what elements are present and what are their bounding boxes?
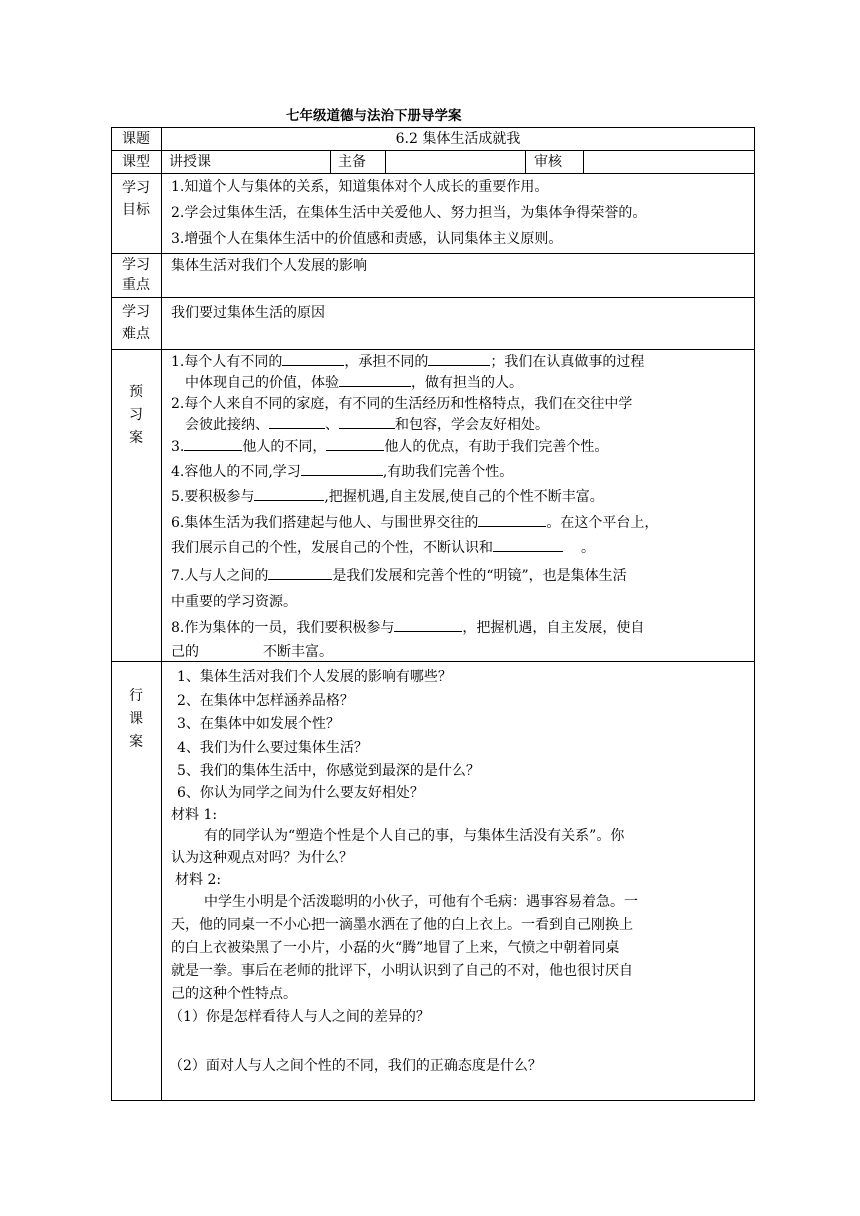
difficulty-label-line-1: 学习: [122, 304, 150, 320]
material-2-line-4: 就是一拳。事后在老师的批评下，小明认识到了自己的不对，他也很讨厌自: [171, 963, 633, 979]
fill-in-blank: [268, 566, 332, 580]
difficulty-text: 我们要过集体生活的原因: [171, 305, 325, 321]
goals-label-line-2: 目标: [122, 202, 150, 218]
text-run: 3.: [171, 439, 185, 455]
text-run: ,有助我们完善个性。: [382, 464, 514, 480]
text-run: 中体现自己的价值，体验: [185, 375, 339, 391]
lesson-question-2: 2、在集体中怎样涵养品格？: [177, 693, 354, 709]
preview-line-11: 中重要的学习资源。: [171, 594, 297, 610]
preview-label-char-2: 习: [129, 407, 143, 423]
material-2-title: 材料 2:: [175, 872, 222, 888]
preview-label-char-3: 案: [129, 430, 143, 446]
type-value: 讲授课: [169, 154, 211, 170]
text-run: ；我们在认真做事的过程: [490, 354, 645, 370]
preview-label: [126, 381, 146, 450]
fill-in-blank: [254, 487, 324, 501]
material-2-line-2: 天，他的同桌一不小心把一滴墨水洒在了他的白上衣上。一看到自己刚换上: [171, 917, 633, 933]
text-run: 7.人与人之间的: [171, 568, 269, 584]
preview-line-1: [171, 352, 644, 372]
fill-in-blank: [326, 437, 384, 451]
preview-label-char-1: 预: [129, 384, 143, 400]
preview-line-2: [185, 373, 523, 393]
fill-in-blank: [394, 618, 462, 632]
text-run: 、: [325, 417, 339, 433]
difficulty-label-line-2: 难点: [122, 326, 150, 342]
key-point-label: [111, 255, 161, 295]
goals-label: [111, 177, 161, 221]
material-2-line-1: 中学生小明是个活泼聪明的小伙子，可他有个毛病：遇事容易着急。一: [204, 894, 638, 910]
goal-item-2: 2.学会过集体生活，在集体生活中关爱他人、努力担当，为集体争得荣誉的。: [171, 205, 647, 221]
fill-in-blank: [184, 437, 242, 451]
preview-line-3: 2.每个人来自不同的家庭，有不同的生活经历和性格特点，我们在交往中学: [171, 396, 633, 412]
preview-line-9: [171, 538, 595, 558]
text-run: 8.作为集体的一员，我们要积极参与: [171, 620, 395, 636]
text-run: 他人的优点，有助于我们完善个性。: [384, 439, 609, 455]
material-1-title: 材料 1:: [171, 807, 218, 823]
fill-in-blank: [301, 462, 383, 476]
lesson-label-char-1: 行: [129, 688, 143, 704]
lead-teacher-label: 主备: [338, 154, 366, 170]
discussion-question-1: （1）你是怎样看待人与人之间的差异的？: [169, 1009, 430, 1025]
lesson-question-3: 3、在集体中如发展个性？: [177, 716, 340, 732]
preview-line-5: [171, 437, 608, 457]
type-label: 课型: [122, 154, 150, 170]
text-run: 和包容，学会友好相处。: [395, 417, 549, 433]
material-2-line-5: 己的这种个性特点。: [171, 986, 297, 1002]
preview-line-6: [171, 462, 513, 482]
preview-line-10: [171, 566, 627, 586]
preview-line-8: [171, 513, 658, 533]
goal-item-3: 3.增强个人在集体生活中的价值感和责感，认同集体主义原则。: [171, 231, 563, 247]
discussion-question-2: （2）面对人与人之间个性的不同，我们的正确态度是什么？: [169, 1058, 542, 1074]
text-run: 我们展示自己的个性，发展自己的个性，不断认识和: [171, 540, 493, 556]
fill-in-blank: [339, 415, 395, 429]
material-1-line-2: 认为这种观点对吗？为什么？: [171, 850, 353, 866]
goals-label-line-1: 学习: [122, 180, 150, 196]
lesson-label-char-3: 案: [129, 734, 143, 750]
study-guide-table: [111, 127, 755, 1101]
fill-in-blank: [339, 373, 411, 387]
preview-line-12: [171, 618, 644, 638]
text-run: 。: [581, 540, 595, 556]
difficulty-label: [111, 301, 161, 345]
preview-line-13: [171, 642, 333, 662]
topic-value: 6.2 集体生活成就我: [395, 131, 521, 147]
text-run: 他人的不同，: [242, 439, 327, 455]
key-point-text: 集体生活对我们个人发展的影响: [171, 258, 367, 274]
key-point-label-line-2: 重点: [122, 277, 150, 293]
fill-in-blank: [478, 513, 546, 527]
lesson-question-1: 1、集体生活对我们个人发展的影响有哪些？: [177, 669, 452, 685]
fill-in-blank: [493, 538, 563, 552]
text-run: ，承担不同的: [344, 354, 429, 370]
material-2-line-3: 的白上衣被染黑了一小片，小磊的火“腾”地冒了上来，气愤之中朝着同桌: [171, 940, 620, 956]
text-run: 己的: [171, 644, 199, 660]
fill-in-blank: [282, 352, 344, 366]
material-1-line-1: 有的同学认为“塑造个性是个人自己的事，与集体生活没有关系”。你: [204, 828, 625, 844]
text-run: 5.要积极参与: [171, 489, 255, 505]
lesson-question-5: 5、我们的集体生活中，你感觉到最深的是什么？: [177, 763, 480, 779]
goal-item-1: 1.知道个人与集体的关系，知道集体对个人成长的重要作用。: [171, 179, 549, 195]
text-run: 是我们发展和完善个性的“明镜”，也是集体生活: [332, 568, 627, 584]
text-run: 1.每个人有不同的: [171, 354, 283, 370]
lesson-question-4: 4、我们为什么要过集体生活？: [177, 740, 368, 756]
text-run: ，做有担当的人。: [411, 375, 523, 391]
preview-line-4: [185, 415, 549, 435]
key-point-label-line-1: 学习: [122, 257, 150, 273]
text-run: 。在这个平台上，: [546, 515, 659, 531]
preview-line-7: [171, 487, 604, 507]
lesson-question-6: 6、你认为同学之间为什么要友好相处？: [177, 785, 424, 801]
lesson-label: [126, 685, 146, 754]
topic-label: 课题: [122, 131, 150, 147]
text-run: ,把握机遇,自主发展,使自己的个性不断丰富。: [324, 489, 604, 505]
reviewer-label: 审核: [534, 154, 562, 170]
fill-in-blank: [269, 415, 325, 429]
text-run: 会彼此接纳、: [185, 417, 269, 433]
text-run: 6.集体生活为我们搭建起与他人、与围世界交往的: [171, 515, 479, 531]
doc-title: 七年级道德与法治下册导学案: [286, 108, 462, 124]
text-run: 4.容他人的不同,学习: [171, 464, 301, 480]
text-run: ，把握机遇，自主发展，使自: [462, 620, 645, 636]
fill-in-blank: [428, 352, 490, 366]
text-run: 不断丰富。: [263, 644, 333, 660]
lesson-label-char-2: 课: [129, 711, 143, 727]
